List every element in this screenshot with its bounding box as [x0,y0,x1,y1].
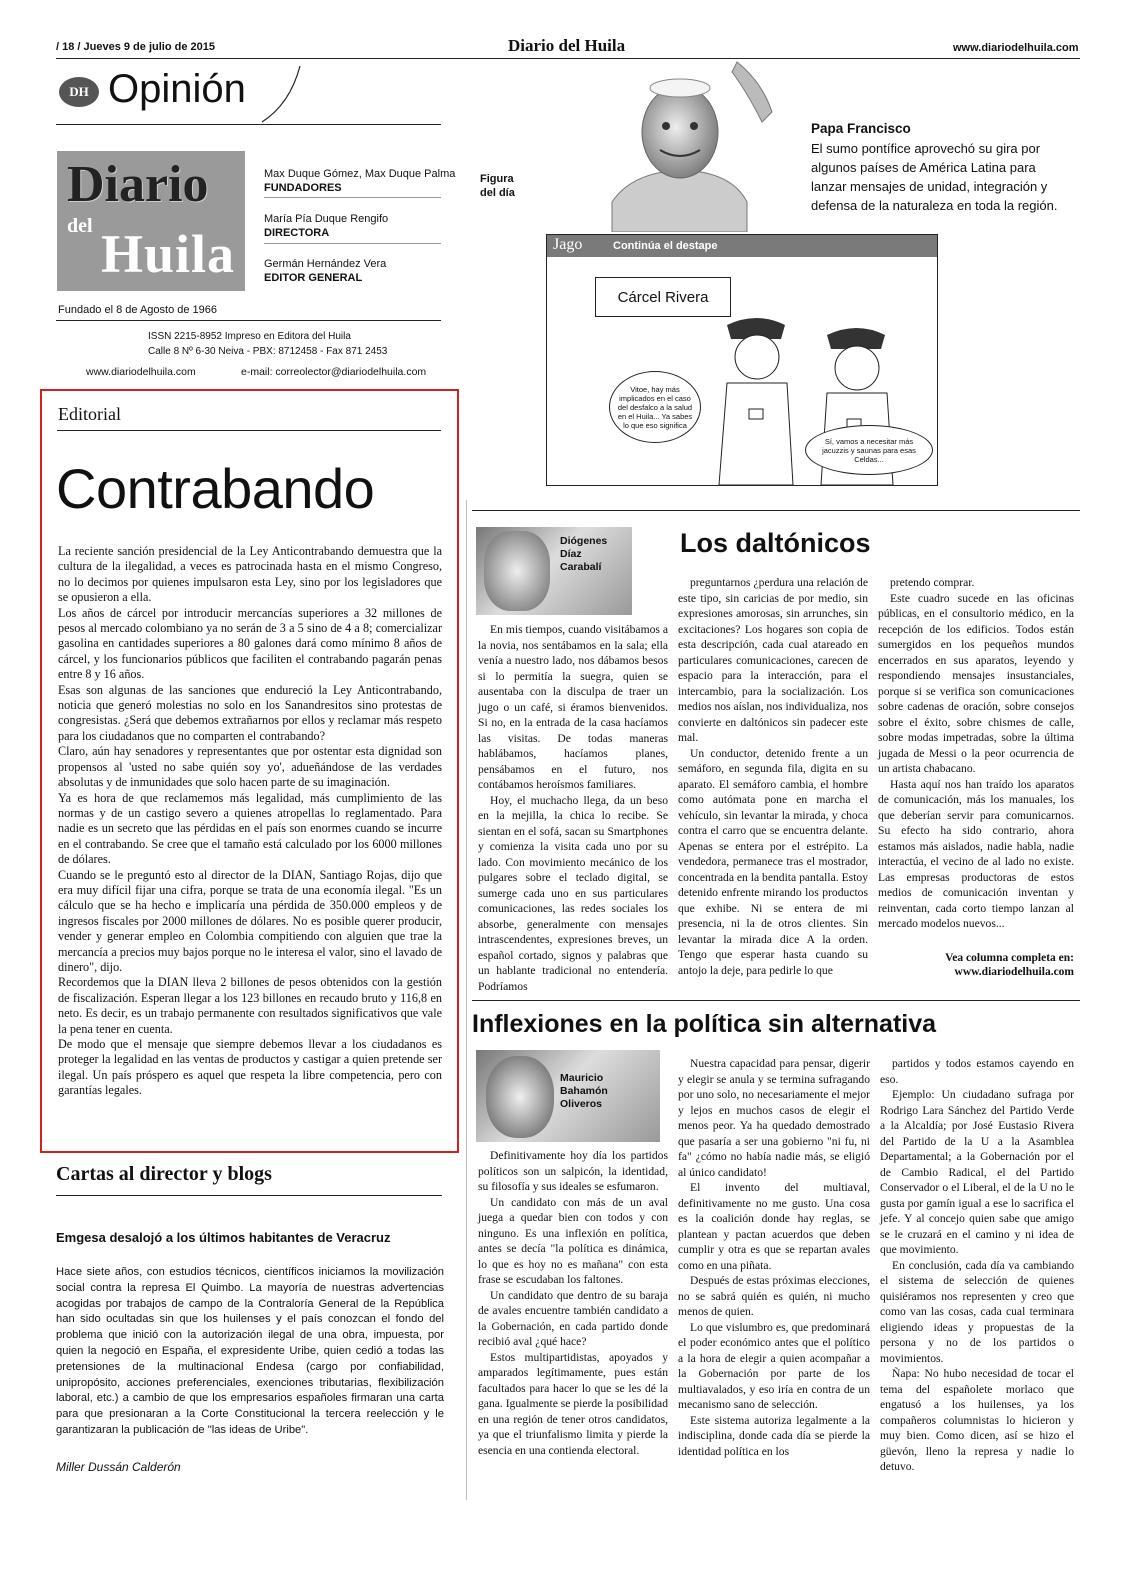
column1-title: Los daltónicos [680,528,871,558]
logo-huila: Huila [101,224,236,284]
column2-paragraph: En conclusión, cada día va cambiando el sistema de selección de quienes quisiéramos nos representen y creo que como van las cosas, cada cual terminara eligiendo ideas y propuestas de la persona y no de los partidos o movimientos. [880,1258,1074,1365]
column2-title: Inflexiones en la política sin alternativa [472,1010,937,1038]
figure-text: El sumo pontífice aprovechó su gira por algunos países de América Latina para lanzar mensajes de unidad, integración y defensa de la naturaleza en toda la región. [811,141,1058,213]
column2-paragraph: Estos multipartidistas, apoyados y amparados legítimamente, pues están facultados para hacer lo que se les dé la gana. Igualmente se pierde la posibilidad en una región de tener otros candidatos, ya que el triunfalismo limita y pierde la esencia en una contienda electoral. [478,1350,668,1457]
column1-more-link[interactable]: www.diariodelhuila.com [954,966,1074,978]
author-line: Mauricio [560,1072,604,1084]
editorial-label: Editorial [58,404,121,424]
letters-section-title: Cartas al director y blogs [56,1163,272,1185]
editorial-paragraph: Ya es hora de que reclamemos más legalidad, más cumplimiento de las normas y de un castigo severo a quienes atropellas lo reglamentado. Para nadie es un secreto que las pérdidas en el país son enormes cuando se incurre en el contrabando. Se cree que el tamaño está calculado por los 6000 millones de dólares. [58,790,442,867]
logo-diario: Diario [67,156,209,213]
column2-col-c [880,1056,1074,1475]
editorial-title: Contrabando [56,457,375,520]
column2-paragraph: Definitivamente hoy día los partidos políticos son un salpicón, la identidad, su filosofía y sus ideales se esfumaron. [478,1149,668,1193]
cartoon-sign: Cárcel Rivera [595,277,731,317]
editorial-paragraph: Claro, aún hay senadores y representantes que por ostentar esta dignidad son propensos al 'usted no sabe quién soy yo', adueñándose de las verdades absolutas y de inmunidades que solo hacen parte de su imaginación. [58,744,442,790]
founders-names: Max Duque Gómez, Max Duque Palma [264,168,456,180]
figure-label-line2: del día [480,187,515,199]
editor-name: Germán Hernández Vera [264,258,387,270]
pope-photo [572,52,802,232]
column1-more [878,951,1074,979]
column1-paragraph: Este cuadro sucede en las oficinas públicas, en el consultorio médico, en la recepción de los edificios. Todos están sumergidos en los pequeños mundos encerrados en sus aparatos, leyendo y respondiendo mensajes insustanciales, porque si se verifica son comunicaciones sobre cadenas de oración, sobre consejos sobre el éxito, sobre chismes de calle, sobre modas impetradas, sobre la última jugada de Messi o la peor ocurrencia de un artista chabacano. [878,591,1074,775]
column2-paragraph: Este sistema autoriza legalmente a la indisciplina, donde cada día se pierde la identidad política en los [678,1413,870,1458]
contact-email[interactable]: e-mail: correolector@diariodelhuila.com [241,366,427,378]
column1-col-a [478,622,668,994]
author-photo-diogenes [476,527,632,615]
masthead-logo [57,151,245,291]
page-date: / 18 / Jueves 9 de julio de 2015 [56,41,215,53]
founders-role: FUNDADORES [264,182,342,194]
editorial-body [58,544,442,1099]
letter-headline: Emgesa desalojó a los últimos habitantes de Veracruz [56,1230,391,1245]
column1-paragraph: Un conductor, detenido frente a un semáforo, en segunda fila, digita en su aparato. El semáforo cambia, el hombre como autómata pone en marcha el vehículo, sin levantar la mirada, y choca contra el carro que se encuentra delante. Apenas se entera por el estrépito. La vendedora, permanece tras el mostrador, concentrada en la bendita pantalla. Estoy detenido enfrente mirando los productos que exhibe. Ni se entera de mi presencia, ni la de otros clientes. Sin levantar la mirada dice A la orden. Tengo que esperar hasta cuando su antojo la deje, para pedirle lo que [678,746,868,977]
author-line: Diógenes [560,535,608,547]
masthead-credits [264,167,455,285]
section-title: Opinión [108,67,246,111]
editorial-paragraph: De modo que el mensaje que siempre debemos llevar a los ciudadanos es proteger la legalidad en las ventas de productos y castigar a quien pretende ser ilegal. Un país próspero es aquel que respeta la libre competencia, pero con garantías legales. [58,1037,442,1098]
author-name-diogenes [560,535,607,574]
column2-paragraph: El invento del multiaval, definitivamente no me gusto. Una cosa es la coalición donde hay reglas, se plantean y pactan acuerdos que deben cumplir y otra es que se repartan avales como en una piñata. [678,1181,870,1272]
column1-paragraph: En mis tiempos, cuando visitábamos a la novia, nos sentábamos en la sala; ella venía a nuestro lado, nos dábamos besos si lo permitía la suegra, quien se ausentaba con la disculpa de traer un jugo o un café, si éramos bienvenidos. Si no, en la entrada de la casa hacíamos las visitas. De todas maneras hablábamos, hacíamos planes, pensábamos en el futuro, nos contábamos heroísmos familiares. [478,623,668,791]
author-line: Díaz [560,548,582,560]
newspaper-name: Diario del Huila [508,36,626,55]
issn: ISSN 2215-8952 Impreso en Editora del Huila [148,331,351,342]
column1-paragraph: preguntarnos ¿perdura una relación de este tipo, sin caricias de por medio, sin expresiones amorosas, sin arrunches, sin excitaciones? Los hogares son copia de esta descripción, cada cual atareado en particulares comunicaciones, carecen de espacio para la interacción, para el intercambio, para la socialización. Los medios nos aíslan, nos individualiza, nos convierte en daltónicos sin padecer este mal. [678,576,868,744]
column1-paragraph: pretendo comprar. [890,576,975,589]
masthead-contact [148,329,387,359]
editor-role: EDITOR GENERAL [264,272,363,284]
column2-paragraph: Ñapa: No hubo necesidad de tocar el tema del españolete morlaco que engatusó a los huilenses, ya los compañeros columnistas lo hicieron y muy bien. Como dicen, así se hizo el güevón, lleno la represa y nadie lo detuvo. [880,1367,1074,1473]
editorial-paragraph: Los años de cárcel por introducir mercancías superiores a 32 millones de pesos al mercado colombiano ya no serán de 3 a 5 sino de 4 a 8; comercializar gasolina en cantidades superiores a 80 galones dará como mínimo 8 años de cárcel, y los funcionarios públicos que faciliten el contrabando pagarán penas entre 8 y 16 años. [58,605,442,682]
column2-paragraph: Lo que vislumbro es, que predominará el poder económico antes que el político a la hora de elegir a quien acompañar a la Gobernación por parte de los multiavalados, y eso iría en contra de un mecanismo sano de selección. [678,1320,870,1411]
figure-label-line1: Figura [480,173,514,185]
column2-col-a [478,1148,668,1458]
column1-paragraph: Hoy, el muchacho llega, da un beso en la mejilla, la chica lo recibe. Se sientan en el sofá, sacan su Smartphones y comienza la visita cada uno por su lado. Con movimiento mecánico de los pulgares sobre el teclado digital, se sumerge cada uno en sus particulares comunicaciones, las redes sociales los absorbe, generalmente con mensajes intrascendentes, expresiones breves, un español cortado, signos y palabras que un hablante tradicional no entendería. Podríamos [478,793,668,993]
dh-badge: DH [59,77,99,107]
editorial-paragraph: Cuando se le preguntó esto al director de la DIAN, Santiago Rojas, dijo que era muy difícil fijar una cifra, porque se trata de una economía ilegal. "Es un cálculo que se ha hecho e implicaría una pérdida de 350.000 empleos y de ingresos fiscales por 2000 millones de dólares. No es posible querer producir, vender y generar empleo en Colombia compitiendo con alguien que trae la mercancía a precios muy bajos porque no le interesa el valor, sino el lavado de dinero", dijo. [58,867,442,974]
column2-paragraph: Nuestra capacidad para pensar, digerir y elegir se anula y se termina sufragando por uno solo, no necesariamente el mejor y lejos en muchos casos de elegir el menos peor. Ya ha quedado demostrado que pasaría a ser una gobierno "ni fu, ni fa" ¿cómo no había nadie más, se eligió al único candidato! [678,1057,870,1179]
editorial-paragraph: Esas son algunas de las sanciones que endureció la Ley Anticontrabando, noticia que generó molestias no solo en los Sanandresitos sino protestas de congresistas. ¿Será que debemos extrañarnos por ellos y reclamar más respeto para los ciudadanos que no comparten el contrabando? [58,682,442,743]
author-line: Oliveros [560,1098,603,1110]
column2-paragraph: Después de estas próximas elecciones, no se sabrá quién es quién, ni mucho menos de quien. [678,1274,870,1318]
column1-col-c [878,575,1074,932]
logo-del: del [67,215,93,237]
director-role: DIRECTORA [264,227,330,239]
section-curve-decoration [260,64,305,124]
column1-col-b [678,575,868,978]
contact-web[interactable]: www.diariodelhuila.com [86,366,196,378]
address: Calle 8 Nº 6-30 Neiva - PBX: 8712458 - Fax 871 2453 [148,346,388,357]
column1-paragraph: Hasta aquí nos han traído los aparatos de comunicación, más los manuales, los que deberían servir para comunicarnos. Su efecto ha sido contrario, ahora estamos más aislados, nadie habla, nadie interactúa, el vecino de al lado no existe. Las empresas productoras de estos medios de comunicación inventan y reinventan, cada corto tiempo lanzan al mercado modelos nuevos... [878,777,1074,930]
editorial-paragraph: Recordemos que la DIAN lleva 2 billones de pesos obtenidos con la gestión de fiscalización. Esperan llegar a los 123 billones en recaudo bruto y 116,8 en neto. Es decir, es un trabajo permanente con resultados significativos que vale la pena tener en cuenta. [58,975,442,1036]
column2-col-b [678,1056,870,1459]
author-line: Carabalí [560,561,602,573]
column1-more-label: Vea columna completa en: [945,952,1074,964]
cartoon-panel [546,234,938,486]
cartoon-author: Jago [553,236,583,253]
column2-paragraph: Un candidato con más de un aval juega a quedar bien con todos y con ninguno. Es una inflexión en política, antes se decía "la política es dinámica, lo que es hoy no es mañana" con esta frase se escudaban los faltones. [478,1195,668,1286]
director-name: María Pía Duque Rengifo [264,213,389,225]
figure-name: Papa Francisco [811,121,911,136]
founded-date: Fundado el 8 de Agosto de 1966 [58,304,218,316]
author-line: Bahamón [560,1085,608,1097]
website-link[interactable]: www.diariodelhuila.com [953,42,1079,54]
cartoon-title: Continúa el destape [613,240,718,252]
cartoon-bubble-1: Vitoe, hay más implicados en el caso del desfalco a la salud en el Huila... Ya sabes lo que eso significa [609,371,701,443]
letter-author: Miller Dussán Calderón [56,1460,181,1474]
column2-paragraph: Ejemplo: Un ciudadano sufraga por Rodrigo Lara Sánchez del Partido Verde a la Alcaldía; por José Eustasio Rivera del Partido de la U a la Asamblea Departamental; a la Gobernación por el de Cambio Radical, el del Partido Conservador o el Liberal, el de la U no le gusta por gamín igual a ese lo sacrifica el jefe. Y al concejo quien sabe que amigo se le cruzará en el camino y ni idea de que movimiento. [880,1088,1074,1256]
author-name-mauricio [560,1072,608,1111]
figure-label [480,172,515,200]
author-photo-mauricio [476,1050,660,1142]
editorial-paragraph: La reciente sanción presidencial de la Ley Anticontrabando demuestra que la cultura de la ilegalidad, a veces es patrocinada hasta en el mismo Congreso, no lo decimos por quienes impulsaron esta Ley, sino por los legisladores que se opusieron a ella. [58,544,442,605]
letter-body: Hace siete años, con estudios técnicos, científicos iniciamos la movilización social contra la represa El Quimbo. La mayoría de nuestras advertencias acogidas por trabajos de campo de la Contraloría General de la República han sido ocultadas sin que los huilenses y el país conozcan el fondo del problema que inició con la autorización ilegal de una obra, impuesta, por quien la negoció en España, el expresidente Uribe, quien cedió a todas las pretensiones de la multinacional Endesa (cargo por confiabilidad, unipropósito, acciones preferenciales, exenciones tributarias, flexibilización laboral, etc.) a cambio de que los empresarios españoles firmaran una carta para que presionaran a la Corte Constitucional la tercera reelección y le garantizaran la publicación de "las ideas de Uribe". [56,1266,444,1436]
column2-paragraph: Un candidato que dentro de su baraja de avales encuentre también candidato a la Gobernación, en cada partido donde recibió aval ¿qué hace? [478,1288,668,1348]
cartoon-bubble-2: Sí, vamos a necesitar más jacuzzis y saunas para esas Celdas... [805,425,933,475]
column2-paragraph: partidos y todos estamos cayendo en eso. [880,1057,1074,1086]
